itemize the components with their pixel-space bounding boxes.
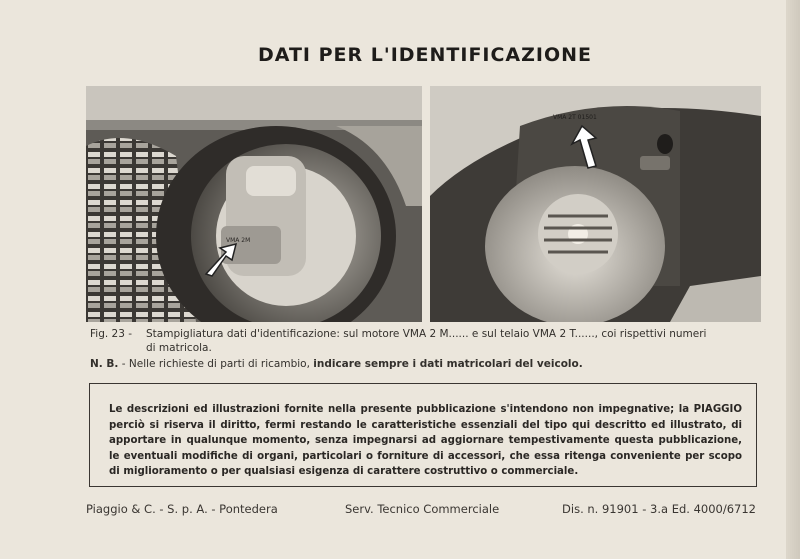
figure-caption-line2: di matricola. bbox=[146, 342, 212, 354]
nb-text: - Nelle richieste di parti di ricambio, bbox=[118, 358, 314, 370]
nb-label: N. B. bbox=[90, 358, 119, 370]
footer-drawing-number: Dis. n. 91901 - 3.a Ed. 4000/6712 bbox=[562, 502, 756, 516]
nb-emphasis: indicare sempre i dati matricolari del veicolo. bbox=[313, 358, 583, 370]
frame-stamp-label: VMA 2T 01501 bbox=[553, 114, 597, 121]
footer bbox=[86, 502, 756, 518]
frame-stamp-photo bbox=[430, 86, 761, 322]
page-title: DATI PER L'IDENTIFICAZIONE bbox=[257, 44, 593, 66]
footer-department: Serv. Tecnico Commerciale bbox=[345, 502, 500, 516]
footer-publisher: Piaggio & C. - S. p. A. - Pontedera bbox=[86, 502, 278, 516]
nb-note bbox=[90, 357, 752, 371]
engine-stamp-photo bbox=[86, 86, 422, 322]
engine-stamp-label: VMA 2M bbox=[226, 237, 251, 244]
disclaimer-box bbox=[89, 383, 757, 487]
disclaimer-text: Le descrizioni ed illustrazioni fornite nella presente pubblicazione s'intendono non impegnative; la PIAGGIO perciò si riserva il diritto, fermi restando le caratteristiche essenziali del tipo qui descritto ed illustrato, di apportare in qualunque momento, senza impegnarsi ad aggiornare tempestivamente questa pubblicazione, le eventuali modifiche di organi, particolari o forniture di accessori, che essa ritenga conveniente per scopo di miglioramento o per qualsiasi esigenza di carattere costruttivo o commerciale. bbox=[109, 404, 742, 477]
figure-caption bbox=[90, 327, 752, 355]
figure-caption-line1: Stampigliatura dati d'identificazione: sul motore VMA 2 M...... e sul telaio VMA 2 T......, coi rispettivi numeri bbox=[146, 328, 707, 340]
figure-number: Fig. 23 - bbox=[90, 328, 133, 340]
page-edge bbox=[786, 0, 800, 559]
